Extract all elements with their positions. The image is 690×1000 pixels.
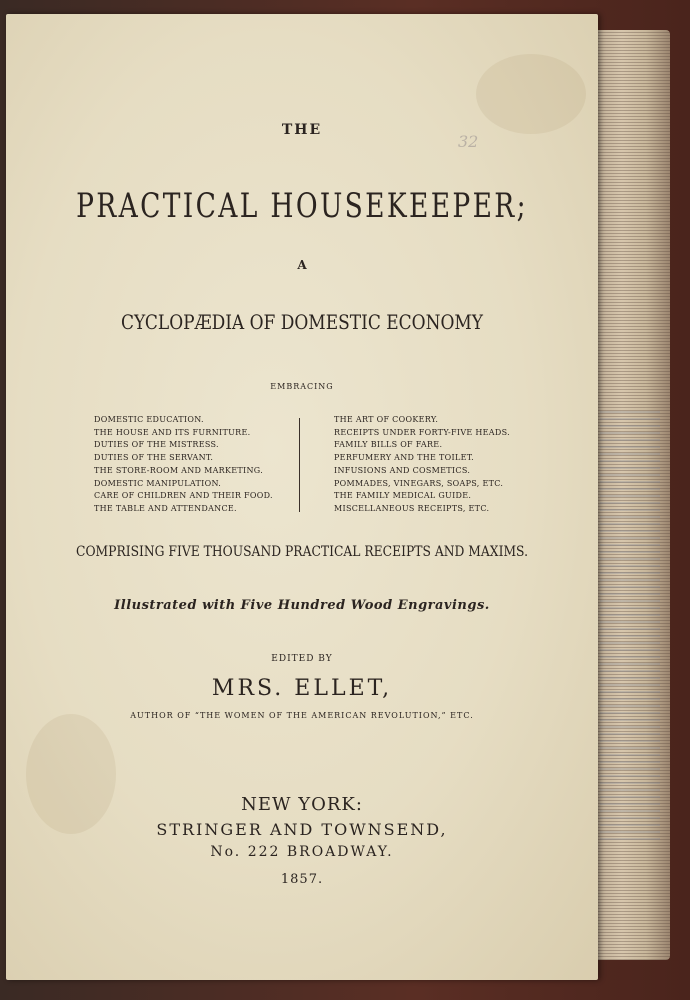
- comprising-line: COMPRISING FIVE THOUSAND PRACTICAL RECEIPTS AND MAXIMS.: [76, 544, 528, 560]
- author-name: MRS. ELLET,: [211, 676, 393, 701]
- contents-item: THE HOUSE AND ITS FURNITURE.: [94, 427, 251, 437]
- contents-item: CARE OF CHILDREN AND THEIR FOOD.: [94, 491, 273, 501]
- book-subtitle: CYCLOPÆDIA OF DOMESTIC ECONOMY: [120, 310, 484, 334]
- contents-item: POMMADES, VINEGARS, SOAPS, ETC.: [334, 478, 504, 488]
- contents-item: DUTIES OF THE SERVANT.: [94, 453, 214, 463]
- title-page: [6, 14, 598, 980]
- contents-item: PERFUMERY AND THE TOILET.: [334, 453, 475, 463]
- edited-by-label: EDITED BY: [271, 654, 333, 664]
- title-article: THE: [281, 122, 323, 138]
- book-title: PRACTICAL HOUSEKEEPER;: [76, 186, 528, 226]
- imprint-city: NEW YORK:: [241, 794, 363, 815]
- contents-left-column: [94, 414, 273, 516]
- contents-item: DOMESTIC EDUCATION.: [94, 415, 204, 424]
- imprint-year: 1857.: [280, 872, 324, 887]
- illustrated-line: Illustrated with Five Hundred Wood Engravings.: [114, 598, 490, 613]
- contents-item: RECEIPTS UNDER FORTY-FIVE HEADS.: [334, 427, 510, 437]
- contents-right-column: [334, 414, 510, 516]
- contents-item: MISCELLANEOUS RECEIPTS, ETC.: [334, 503, 490, 513]
- contents-item: FAMILY BILLS OF FARE.: [334, 440, 443, 450]
- contents-item: THE FAMILY MEDICAL GUIDE.: [334, 491, 472, 501]
- contents-divider: [299, 418, 300, 512]
- contents-item: THE TABLE AND ATTENDANCE.: [94, 503, 237, 513]
- pencil-mark: 32: [458, 132, 479, 151]
- imprint-publisher: STRINGER AND TOWNSEND,: [156, 820, 448, 839]
- page-edges: [590, 30, 670, 960]
- paper-stain: [26, 714, 116, 834]
- contents-item: THE ART OF COOKERY.: [334, 415, 439, 424]
- contents-item: INFUSIONS AND COSMETICS.: [334, 465, 471, 475]
- author-credit: AUTHOR OF “THE WOMEN OF THE AMERICAN REVOLUTION,” ETC.: [130, 711, 474, 720]
- embracing-label: EMBRACING: [270, 382, 334, 391]
- contents-item: DUTIES OF THE MISTRESS.: [94, 440, 219, 450]
- contents-item: THE STORE-ROOM AND MARKETING.: [94, 465, 264, 475]
- contents-item: DOMESTIC MANIPULATION.: [94, 478, 222, 488]
- subtitle-article: A: [297, 258, 307, 272]
- imprint-address: No. 222 BROADWAY.: [210, 844, 394, 860]
